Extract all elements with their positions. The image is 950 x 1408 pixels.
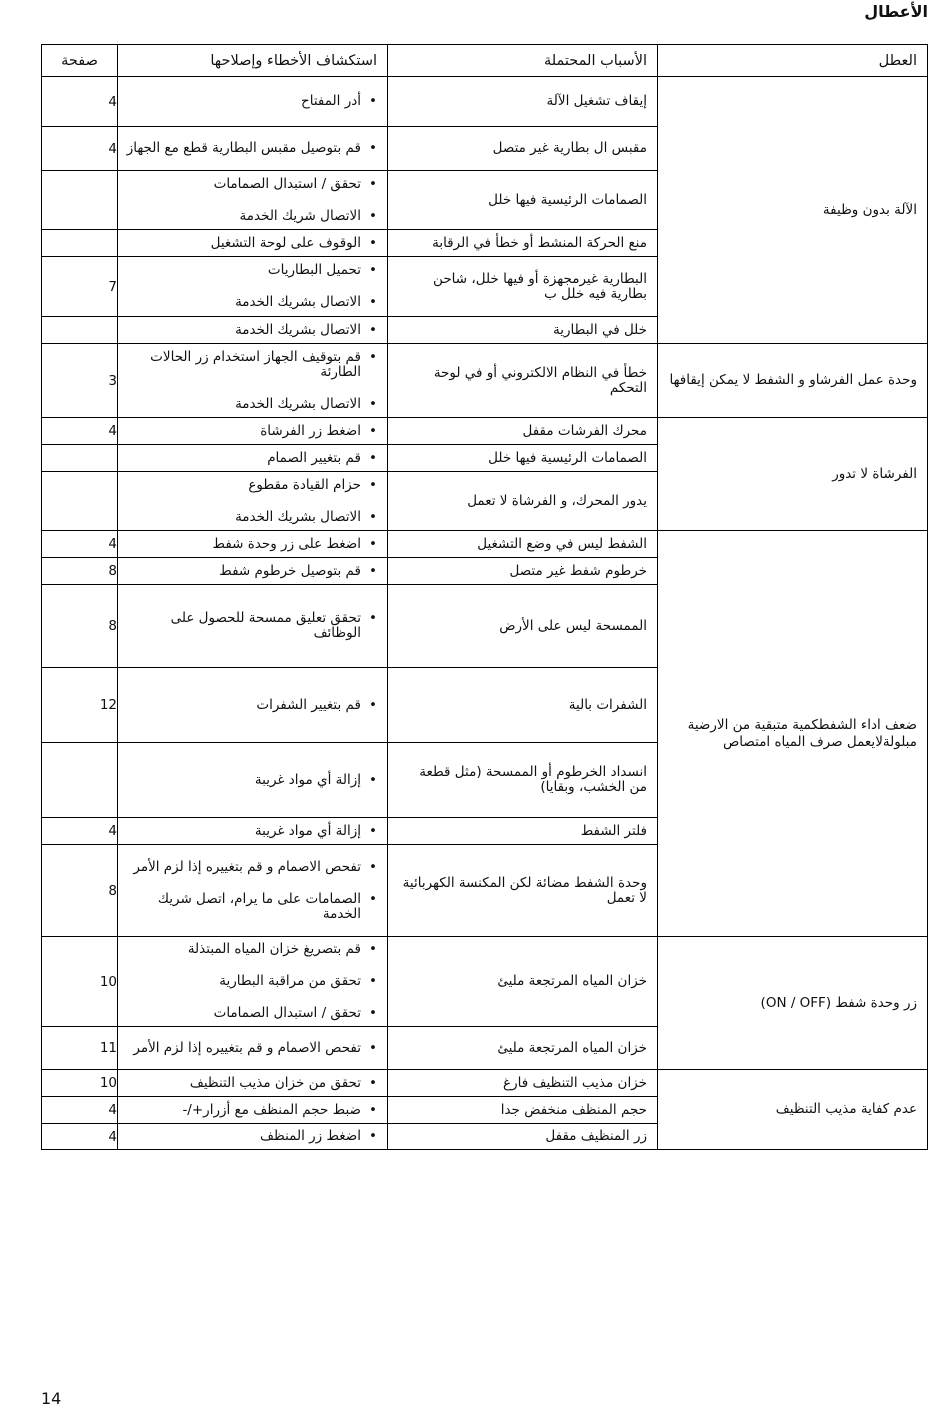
fix-item: • حزام القيادة مقطوع bbox=[124, 478, 377, 493]
fix-list bbox=[124, 564, 377, 579]
fix-item: • الصمامات على ما يرام، اتصل شريك الخدمة bbox=[124, 892, 377, 922]
fix-cell bbox=[118, 344, 388, 418]
fix-cell bbox=[118, 1097, 388, 1124]
page-ref-cell: 8 bbox=[42, 845, 118, 937]
page-ref-cell: 8 bbox=[42, 585, 118, 668]
table-row bbox=[42, 1070, 928, 1097]
fix-cell bbox=[118, 317, 388, 344]
fix-cell bbox=[118, 1027, 388, 1070]
fix-cell bbox=[118, 743, 388, 818]
fix-list bbox=[124, 94, 377, 109]
fix-list bbox=[124, 323, 377, 338]
table-row bbox=[42, 937, 928, 1027]
fix-item: • تحقق من مراقبة البطارية bbox=[124, 974, 377, 989]
page-ref-cell: 10 bbox=[42, 937, 118, 1027]
fix-item: • قم بتوصيل خرطوم شفط bbox=[124, 564, 377, 579]
fix-cell bbox=[118, 845, 388, 937]
table-row bbox=[42, 418, 928, 445]
fix-list bbox=[124, 263, 377, 310]
fix-cell bbox=[118, 171, 388, 230]
cause-cell: يدور المحرك، و الفرشاة لا تعمل bbox=[388, 472, 658, 531]
fix-item: • تحميل البطاريات bbox=[124, 263, 377, 278]
fix-cell bbox=[118, 585, 388, 668]
page-ref-cell: 11 bbox=[42, 1027, 118, 1070]
fix-item: • إزالة أي مواد غريبة bbox=[124, 773, 377, 788]
fix-item: • الاتصال بشريك الخدمة bbox=[124, 295, 377, 310]
fix-item: • اضغط زر الفرشاة bbox=[124, 424, 377, 439]
fix-cell bbox=[118, 445, 388, 472]
fix-item: • الاتصال بشريك الخدمة bbox=[124, 510, 377, 525]
cause-cell: إيقاف تشغيل الآلة bbox=[388, 77, 658, 127]
fix-item: • قم بتصريغ خزان المياه المبتذلة bbox=[124, 942, 377, 957]
page-ref-cell bbox=[42, 171, 118, 230]
fix-item: • تفحص الاصمام و قم بتغييره إذا لزم الأمر bbox=[124, 860, 377, 875]
cause-cell: خطأ في النظام الالكتروني أو في لوحة التحكم bbox=[388, 344, 658, 418]
fix-list bbox=[124, 611, 377, 641]
fix-cell bbox=[118, 230, 388, 257]
fix-cell bbox=[118, 1124, 388, 1150]
fix-item: • الوقوف على لوحة التشغيل bbox=[124, 236, 377, 251]
page-ref-cell: 4 bbox=[42, 77, 118, 127]
fix-item: • إزالة أي مواد غريبة bbox=[124, 824, 377, 839]
table-row bbox=[42, 344, 928, 418]
fix-list bbox=[124, 537, 377, 552]
fix-item: • قم بتغيير الشفرات bbox=[124, 698, 377, 713]
fault-cell: ضعف اداء الشفطكمية متبقية من الارضية مبلولةلايعمل صرف المياه امتصاص bbox=[658, 531, 928, 937]
page-ref-cell: 4 bbox=[42, 818, 118, 845]
cause-cell: محرك الفرشات مقفل bbox=[388, 418, 658, 445]
page-ref-cell: 12 bbox=[42, 668, 118, 743]
cause-cell: خزان المياه المرتجعة مليئ bbox=[388, 1027, 658, 1070]
fix-cell bbox=[118, 472, 388, 531]
fix-list bbox=[124, 451, 377, 466]
fix-list bbox=[124, 824, 377, 839]
cause-cell: الشفط ليس في وضع التشغيل bbox=[388, 531, 658, 558]
fix-list bbox=[124, 141, 377, 156]
fix-item: • اضغط على زر وحدة شفط bbox=[124, 537, 377, 552]
page-ref-cell: 7 bbox=[42, 257, 118, 317]
fix-item: • تحقق من خزان مذيب التنظيف bbox=[124, 1076, 377, 1091]
fix-cell bbox=[118, 418, 388, 445]
fix-cell bbox=[118, 668, 388, 743]
fix-item: • قم بتغيير الصمام bbox=[124, 451, 377, 466]
fix-cell bbox=[118, 77, 388, 127]
fix-item: • أدر المفتاح bbox=[124, 94, 377, 109]
fix-item: • قم بتوصيل مقبس البطارية قطع مع الجهاز bbox=[124, 141, 377, 156]
fix-list bbox=[124, 478, 377, 525]
fix-cell bbox=[118, 818, 388, 845]
cause-cell: منع الحركة المنشط أو خطأ في الرقابة bbox=[388, 230, 658, 257]
header-cause: الأسباب المحتملة bbox=[388, 45, 658, 77]
fix-list bbox=[124, 1041, 377, 1056]
fix-list bbox=[124, 1103, 377, 1118]
fix-cell bbox=[118, 1070, 388, 1097]
page-ref-cell: 10 bbox=[42, 1070, 118, 1097]
fix-item: • ضبط حجم المنظف مع أزرار+/- bbox=[124, 1103, 377, 1118]
fix-list bbox=[124, 773, 377, 788]
fix-list bbox=[124, 236, 377, 251]
fix-list bbox=[124, 860, 377, 922]
page-ref-cell: 4 bbox=[42, 1124, 118, 1150]
troubleshooting-table bbox=[41, 44, 928, 1150]
fix-cell bbox=[118, 558, 388, 585]
fix-item: • تفحص الاصمام و قم بتغييره إذا لزم الأمر bbox=[124, 1041, 377, 1056]
cause-cell: الممسحة ليس على الأرض bbox=[388, 585, 658, 668]
fix-list bbox=[124, 1076, 377, 1091]
fix-item: • الاتصال شريك الخدمة bbox=[124, 209, 377, 224]
fix-list bbox=[124, 1129, 377, 1144]
table-row bbox=[42, 77, 928, 127]
page-ref-cell: 4 bbox=[42, 418, 118, 445]
cause-cell: خزان المياه المرتجعة مليئ bbox=[388, 937, 658, 1027]
fix-cell bbox=[118, 127, 388, 171]
cause-cell: خلل في البطارية bbox=[388, 317, 658, 344]
fault-cell: عدم كفاية مذيب التنظيف bbox=[658, 1070, 928, 1150]
fix-item: • قم بتوقيف الجهاز استخدام زر الحالات الطارئة bbox=[124, 350, 377, 380]
page-ref-cell: 8 bbox=[42, 558, 118, 585]
cause-cell: خزان مذيب التنظيف فارغ bbox=[388, 1070, 658, 1097]
fault-cell: الفرشاة لا تدور bbox=[658, 418, 928, 531]
header-fix: استكشاف الأخطاء وإصلاحها bbox=[118, 45, 388, 77]
table-row bbox=[42, 531, 928, 558]
cause-cell: انسداد الخرطوم أو الممسحة (مثل قطعة من الخشب، وبقايا) bbox=[388, 743, 658, 818]
fix-item: • تحقق تعليق ممسحة للحصول على الوظائف bbox=[124, 611, 377, 641]
page-title: الأعطال bbox=[864, 2, 928, 21]
table-body bbox=[42, 77, 928, 1150]
fault-cell: زر وحدة شفط (ON / OFF) bbox=[658, 937, 928, 1070]
fix-list bbox=[124, 942, 377, 1021]
cause-cell: الصمامات الرئيسية فيها خلل bbox=[388, 445, 658, 472]
fix-list bbox=[124, 424, 377, 439]
cause-cell: الشفرات بالية bbox=[388, 668, 658, 743]
table-header-row bbox=[42, 45, 928, 77]
fix-item: • الاتصال بشريك الخدمة bbox=[124, 323, 377, 338]
fix-item: • اضغط زر المنظف bbox=[124, 1129, 377, 1144]
cause-cell: خرطوم شفط غير متصل bbox=[388, 558, 658, 585]
header-fault: العطل bbox=[658, 45, 928, 77]
cause-cell: حجم المنظف منخفض جدا bbox=[388, 1097, 658, 1124]
cause-cell: البطارية غيرمجهزة أو فيها خلل، شاحن بطارية فيه خلل ب bbox=[388, 257, 658, 317]
page-ref-cell bbox=[42, 230, 118, 257]
fix-list bbox=[124, 350, 377, 412]
page-number: 14 bbox=[41, 1389, 62, 1408]
cause-cell: مقبس ال بطارية غير متصل bbox=[388, 127, 658, 171]
page-ref-cell: 4 bbox=[42, 127, 118, 171]
fix-cell bbox=[118, 257, 388, 317]
fix-item: • تحقق / استبدال الصمامات bbox=[124, 1006, 377, 1021]
fix-cell bbox=[118, 531, 388, 558]
page-ref-cell bbox=[42, 445, 118, 472]
cause-cell: وحدة الشفط مضائة لكن المكنسة الكهربائية لا تعمل bbox=[388, 845, 658, 937]
fault-cell: وحدة عمل الفرشاو و الشفط لا يمكن إيقافها bbox=[658, 344, 928, 418]
fix-list bbox=[124, 177, 377, 224]
fix-list bbox=[124, 698, 377, 713]
page-ref-cell: 3 bbox=[42, 344, 118, 418]
fix-cell bbox=[118, 937, 388, 1027]
fault-cell: الآلة بدون وظيفة bbox=[658, 77, 928, 344]
page-ref-cell bbox=[42, 317, 118, 344]
fix-item: • تحقق / استبدال الصمامات bbox=[124, 177, 377, 192]
cause-cell: فلتر الشفط bbox=[388, 818, 658, 845]
fix-item: • الاتصال بشريك الخدمة bbox=[124, 397, 377, 412]
header-page: صفحة bbox=[42, 45, 118, 77]
page-ref-cell: 4 bbox=[42, 1097, 118, 1124]
page-ref-cell bbox=[42, 472, 118, 531]
cause-cell: زر المنظيف مقفل bbox=[388, 1124, 658, 1150]
page-ref-cell: 4 bbox=[42, 531, 118, 558]
page-ref-cell bbox=[42, 743, 118, 818]
cause-cell: الصمامات الرئيسية فيها خلل bbox=[388, 171, 658, 230]
